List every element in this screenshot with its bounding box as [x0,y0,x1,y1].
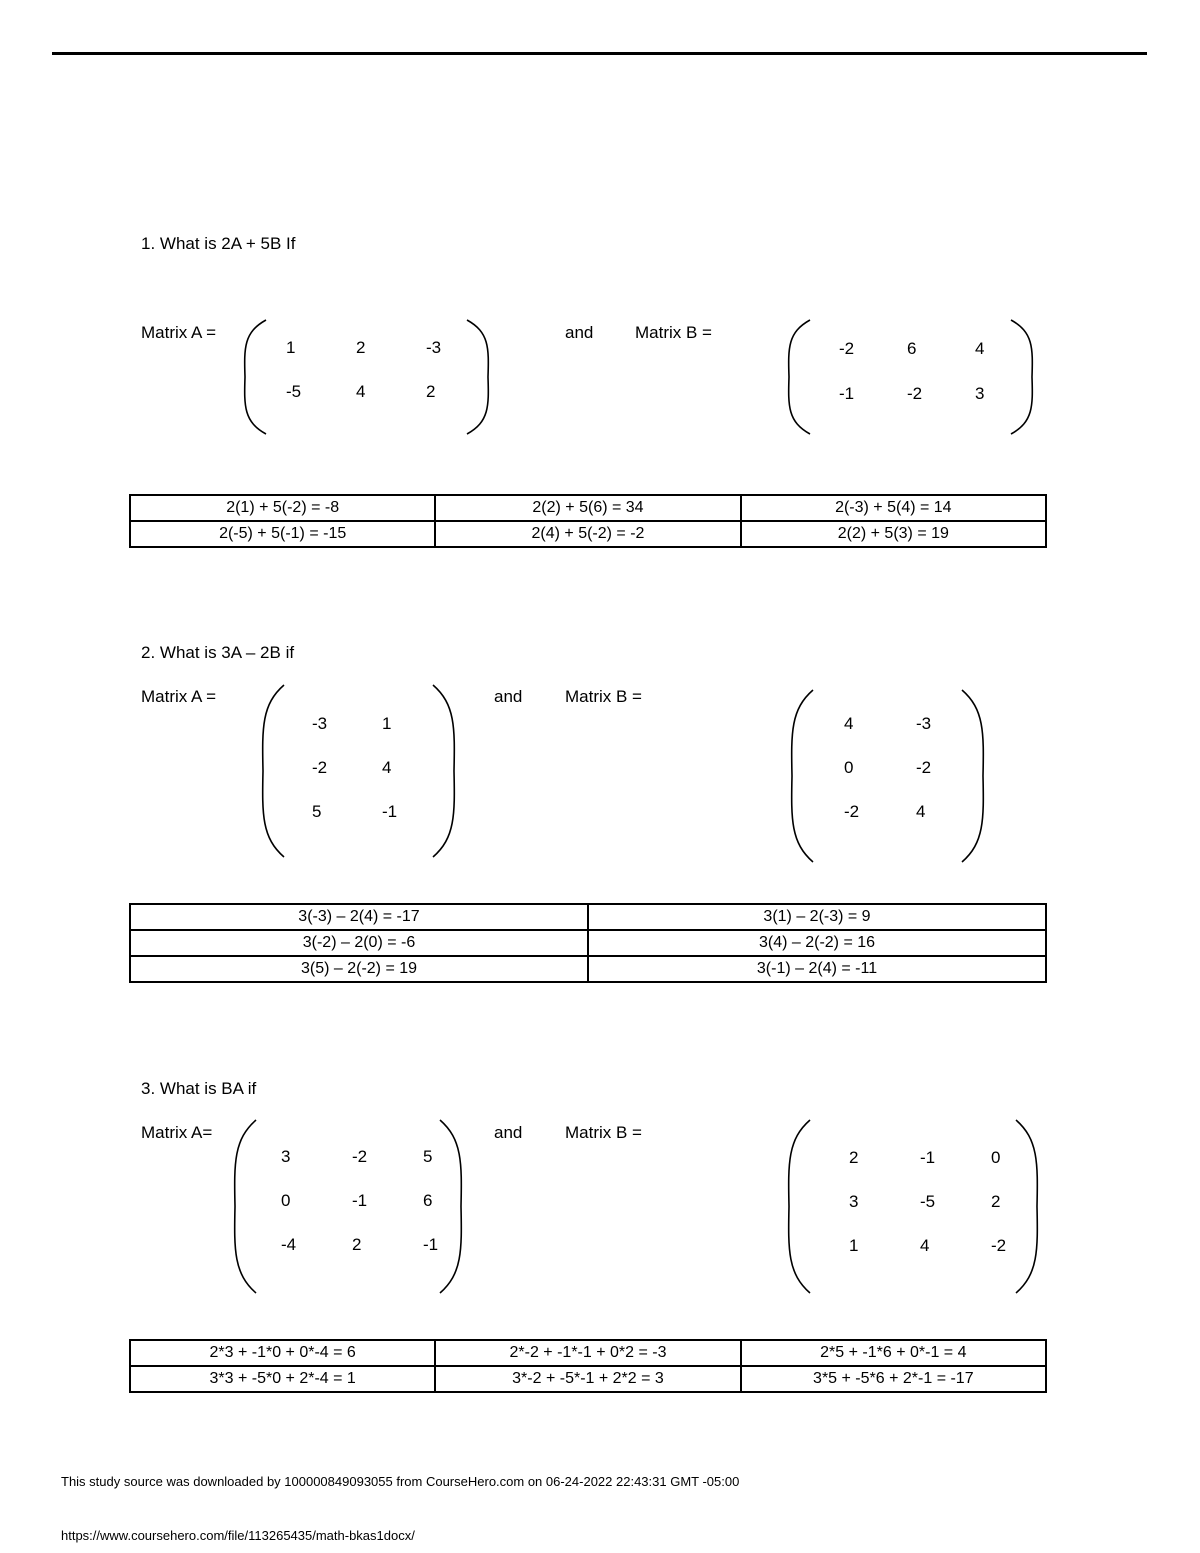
matrix-entry: 4 [916,802,926,821]
top-rule [52,52,1147,55]
matrix-entry: 6 [423,1191,433,1210]
left-parenthesis [235,1120,256,1293]
matrix-entry: 2 [352,1235,362,1254]
matrix-entry: 4 [382,758,392,777]
q1-and-label: and [565,323,594,342]
matrix-entry: 3 [975,384,985,403]
matrix-entry: 4 [920,1236,930,1255]
table-cell: 3*5 + -5*6 + 2*-1 = -17 [741,1366,1046,1392]
matrix-entry: -2 [916,758,932,777]
q1-matrix-a-label: Matrix A = [141,323,217,342]
matrix-entry: -4 [281,1235,297,1254]
matrix-entry: 1 [286,338,296,357]
matrix-entry: -3 [426,338,442,357]
right-parenthesis [1011,320,1032,434]
matrix-entry: -3 [312,714,328,733]
right-parenthesis [1016,1120,1037,1293]
matrix-parentheses [262,683,455,859]
left-parenthesis [789,320,810,434]
matrix-entry: 0 [281,1191,291,1210]
q2-and-label: and [494,687,523,706]
matrix-entry: -2 [312,758,328,777]
table-row [130,1340,1046,1366]
matrix-entry: -2 [352,1147,368,1166]
q2-matrix-a-label: Matrix A = [141,687,217,706]
table-cell: 3(5) – 2(-2) = 19 [130,956,588,982]
right-parenthesis [433,685,454,857]
matrix-parentheses [788,1118,1038,1295]
right-parenthesis [467,320,488,434]
table-cell: 2*3 + -1*0 + 0*-4 = 6 [130,1340,435,1366]
matrix-entry: -5 [286,382,302,401]
table-cell: 2(-5) + 5(-1) = -15 [130,521,435,547]
q2-matrix-b [791,688,984,864]
table-cell: 3(1) – 2(-3) = 9 [588,904,1046,930]
table-cell: 3*-2 + -5*-1 + 2*2 = 3 [435,1366,740,1392]
matrix-entry: 4 [844,714,854,733]
matrix-entry: -1 [839,384,855,403]
matrix-entry: -2 [839,339,855,358]
table-row [130,1366,1046,1392]
table-cell: 3*3 + -5*0 + 2*-4 = 1 [130,1366,435,1392]
table-row [130,956,1046,982]
q3-matrix-b [788,1118,1038,1295]
q3-work-table [129,1339,1047,1393]
matrix-entry: 5 [423,1147,433,1166]
q3-and-label: and [494,1123,523,1142]
matrix-entry: -1 [382,802,398,821]
matrix-entry: 1 [849,1236,859,1255]
q3-matrix-b-label: Matrix B = [565,1123,642,1142]
matrix-entry: 2 [426,382,436,401]
table-row [130,904,1046,930]
q1-matrix-a [244,318,489,436]
table-cell: 2*5 + -1*6 + 0*-1 = 4 [741,1340,1046,1366]
q2-work-table [129,903,1047,983]
table-cell: 3(4) – 2(-2) = 16 [588,930,1046,956]
matrix-entry: 2 [849,1148,859,1167]
matrix-parentheses [788,318,1033,436]
table-cell: 2(1) + 5(-2) = -8 [130,495,435,521]
table-cell: 2(-3) + 5(4) = 14 [741,495,1046,521]
matrix-entry: 5 [312,802,322,821]
q1-work-table [129,494,1047,548]
question-2-heading: 2. What is 3A – 2B if [141,643,295,662]
right-parenthesis [962,690,983,862]
table-cell: 3(-2) – 2(0) = -6 [130,930,588,956]
table-row [130,521,1046,547]
q1-matrix-b-label: Matrix B = [635,323,712,342]
matrix-entry: 4 [975,339,985,358]
matrix-entry: -1 [423,1235,439,1254]
q2-matrix-b-label: Matrix B = [565,687,642,706]
q2-matrix-a [262,683,455,859]
download-note: This study source was downloaded by 100000849093055 from CourseHero.com on 06-24-2022 22:43:31 GMT -05:00 [61,1474,740,1489]
matrix-entry: 2 [991,1192,1001,1211]
matrix-entry: -1 [920,1148,936,1167]
table-cell: 2(2) + 5(6) = 34 [435,495,740,521]
question-3-heading: 3. What is BA if [141,1079,257,1098]
matrix-entry: -5 [920,1192,936,1211]
table-cell: 2*-2 + -1*-1 + 0*2 = -3 [435,1340,740,1366]
left-parenthesis [263,685,284,857]
matrix-entry: -1 [352,1191,368,1210]
matrix-entry: 2 [356,338,366,357]
table-row [130,930,1046,956]
right-parenthesis [440,1120,461,1293]
matrix-entry: 4 [356,382,366,401]
left-parenthesis [789,1120,810,1293]
left-parenthesis [245,320,266,434]
matrix-entry: -2 [907,384,923,403]
matrix-entry: 0 [844,758,854,777]
matrix-entry: -2 [844,802,860,821]
table-cell: 2(2) + 5(3) = 19 [741,521,1046,547]
matrix-entry: 1 [382,714,392,733]
matrix-parentheses [244,318,489,436]
table-cell: 3(-3) – 2(4) = -17 [130,904,588,930]
matrix-entry: -3 [916,714,932,733]
left-parenthesis [792,690,813,862]
q3-matrix-a [234,1118,462,1295]
matrix-parentheses [791,688,984,864]
q3-matrix-a-label: Matrix A= [141,1123,213,1142]
matrix-entry: 3 [281,1147,291,1166]
question-1-heading: 1. What is 2A + 5B If [141,234,296,253]
q1-matrix-b [788,318,1033,436]
matrix-entry: 6 [907,339,917,358]
matrix-entry: 0 [991,1148,1001,1167]
matrix-entry: 3 [849,1192,859,1211]
table-cell: 3(-1) – 2(4) = -11 [588,956,1046,982]
table-row [130,495,1046,521]
table-cell: 2(4) + 5(-2) = -2 [435,521,740,547]
matrix-entry: -2 [991,1236,1007,1255]
source-url: https://www.coursehero.com/file/113265435/math-bkas1docx/ [61,1528,415,1543]
